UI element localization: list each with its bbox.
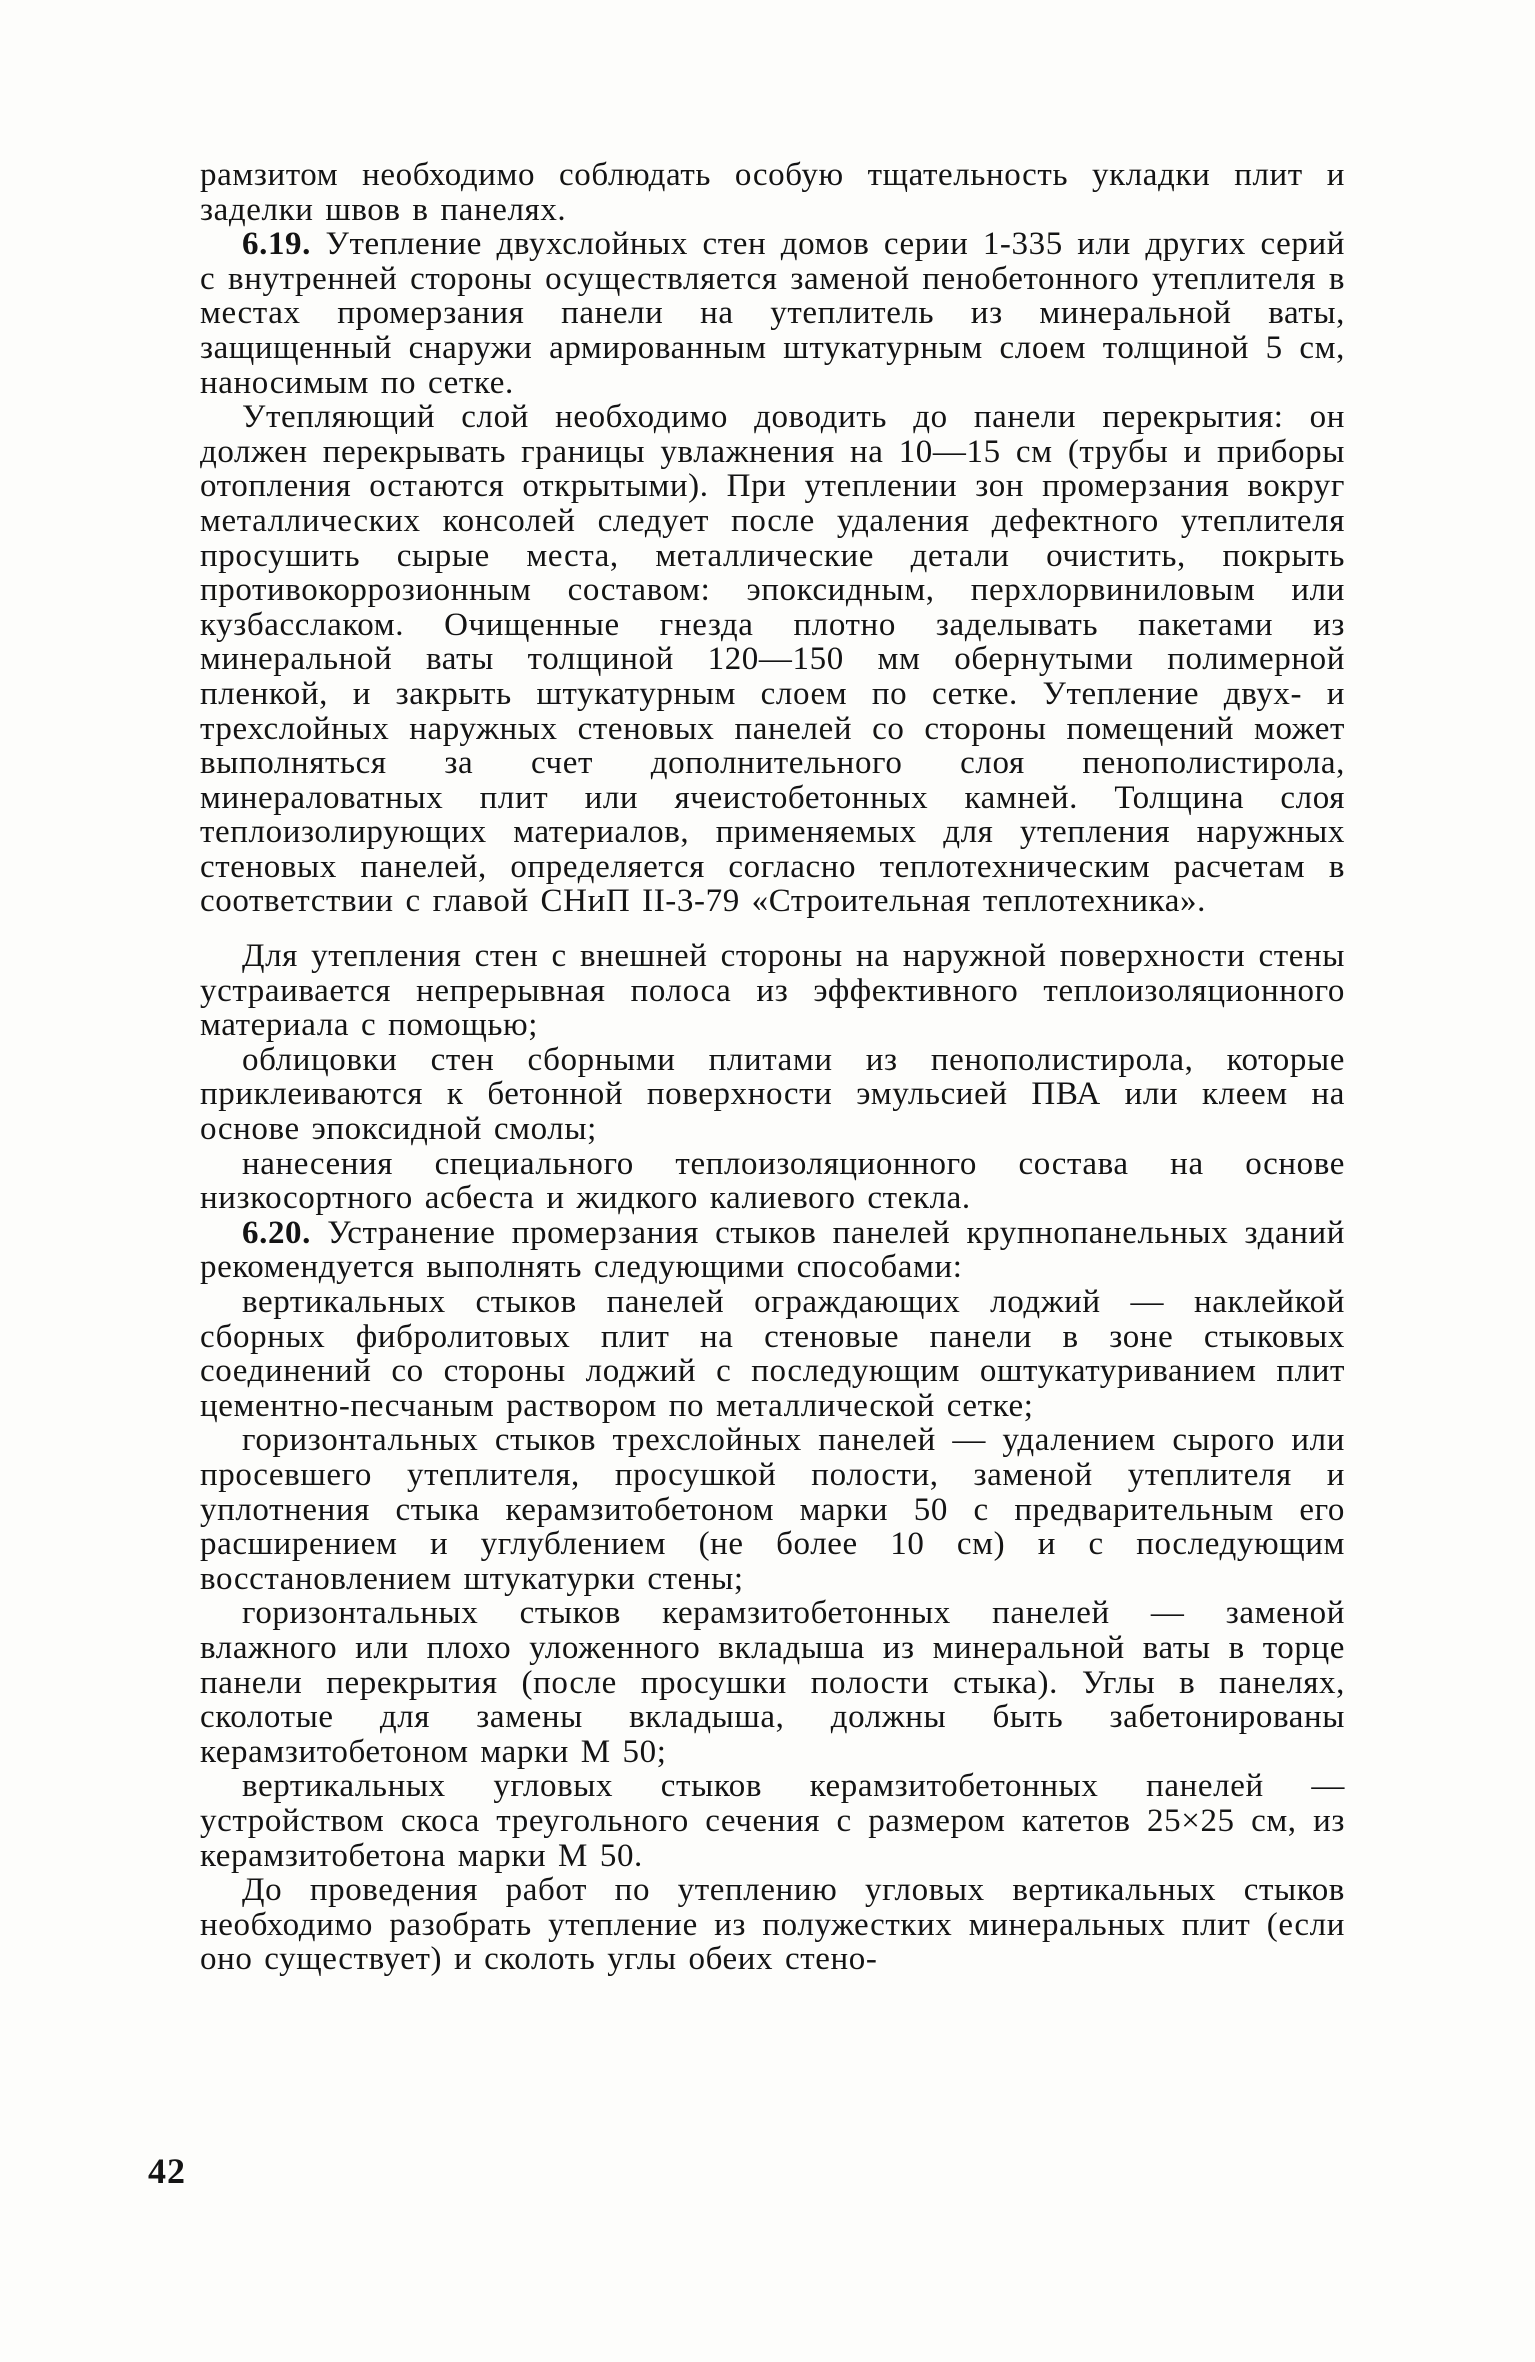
paragraph-text: Устранение промерзания стыков панелей крупнопанельных зданий рекомендуется выполнять следующими способами: <box>200 1214 1345 1286</box>
paragraph <box>200 400 1345 919</box>
paragraph-continuation <box>200 158 1345 227</box>
section-number: 6.19. <box>242 226 311 263</box>
paragraph-text: нанесения специального теплоизоляционного состава на основе низкосортного асбеста и жидкого калиевого стекла. <box>200 1145 1345 1217</box>
paragraph-text: вертикальных стыков панелей ограждающих лоджий — наклейкой сборных фибролитовых плит на стеновые панели в зоне стыковых соединений со стороны лоджий с последующим оштукатуриванием плит цементно-песчаным раствором по металлической сетке; <box>200 1284 1345 1424</box>
list-item <box>200 1769 1345 1873</box>
list-item <box>200 1423 1345 1596</box>
list-item <box>200 1043 1345 1147</box>
paragraph-text: вертикальных угловых стыков керамзитобетонных панелей — устройством скоса треугольного сечения с размером катетов 25×25 см, из керамзитобетона марки М 50. <box>200 1768 1345 1874</box>
paragraph-text: горизонтальных стыков керамзитобетонных панелей — заменой влажного или плохо уложенного вкладыша из минеральной ваты в торце панели перекрытия (после просушки полости стыка). Углы в панелях, сколотые для замены вкладыша, должны быть забетонированы керамзитобетоном марки М 50; <box>200 1595 1345 1770</box>
paragraph <box>200 1873 1345 1977</box>
paragraph-text: До проведения работ по утеплению угловых вертикальных стыков необходимо разобрать утепление из полужестких минеральных плит (если оно существует) и сколоть углы обеих стено- <box>200 1872 1345 1978</box>
paragraph-section-6-19 <box>200 227 1345 400</box>
section-number: 6.20. <box>242 1214 311 1251</box>
paragraph-text: Для утепления стен с внешней стороны на наружной поверхности стены устраивается непрерывная полоса из эффективного теплоизоляционного материала с помощью; <box>200 938 1345 1044</box>
list-item <box>200 1147 1345 1216</box>
paragraph-text: Утепление двухслойных стен домов серии 1-335 или других серий с внутренней стороны осуществляется заменой пенобетонного утеплителя в местах промерзания панели на утеплитель из минеральной ваты, защищенный снаружи армированным штукатурным слоем толщиной 5 см, наносимым по сетке. <box>200 226 1345 401</box>
paragraph-text: Утепляющий слой необходимо доводить до панели перекрытия: он должен перекрывать границы увлажнения на 10—15 см (трубы и приборы отопления остаются открытыми). При утеплении зон промерзания вокруг металлических консолей следует после удаления дефектного утеплителя просушить сырые места, металлические детали очистить, покрыть противокоррозионным составом: эпоксидным, перхлорвиниловым или кузбасслаком. Очищенные гнезда плотно заделывать пакетами из минеральной ваты толщиной 120—150 мм обернутыми полимерной пленкой, и закрыть штукатурным слоем по сетке. Утепление двух- и трехслойных наружных стеновых панелей со стороны помещений может выполняться за счет дополнительного слоя пенополистирола, минераловатных плит или ячеистобетонных камней. Толщина слоя теплоизолирующих материалов, применяемых для утепления наружных стеновых панелей, определяется согласно теплотехническим расчетам в соответствии с главой СНиП II-3-79 «Строительная теплотехника». <box>200 399 1345 920</box>
list-item <box>200 1596 1345 1769</box>
paragraph-text: горизонтальных стыков трехслойных панелей — удалением сырого или просевшего утеплителя, просушкой полости, заменой утеплителя и уплотнения стыка керамзитобетоном марки 50 с предварительным его расширением и углублением (не более 10 см) и с последующим восстановлением штукатурки стены; <box>200 1422 1345 1597</box>
list-item <box>200 1285 1345 1423</box>
paragraph <box>200 939 1345 1043</box>
paragraph-text: облицовки стен сборными плитами из пенополистирола, которые приклеиваются к бетонной поверхности эмульсией ПВА или клеем на основе эпоксидной смолы; <box>200 1041 1345 1148</box>
paragraph-text: рамзитом необходимо соблюдать особую тщательность укладки плит и заделки швов в панелях. <box>200 157 1345 228</box>
page-number: 42 <box>148 2151 186 2191</box>
body-text <box>200 158 1345 1977</box>
paragraph-section-6-20 <box>200 1216 1345 1285</box>
